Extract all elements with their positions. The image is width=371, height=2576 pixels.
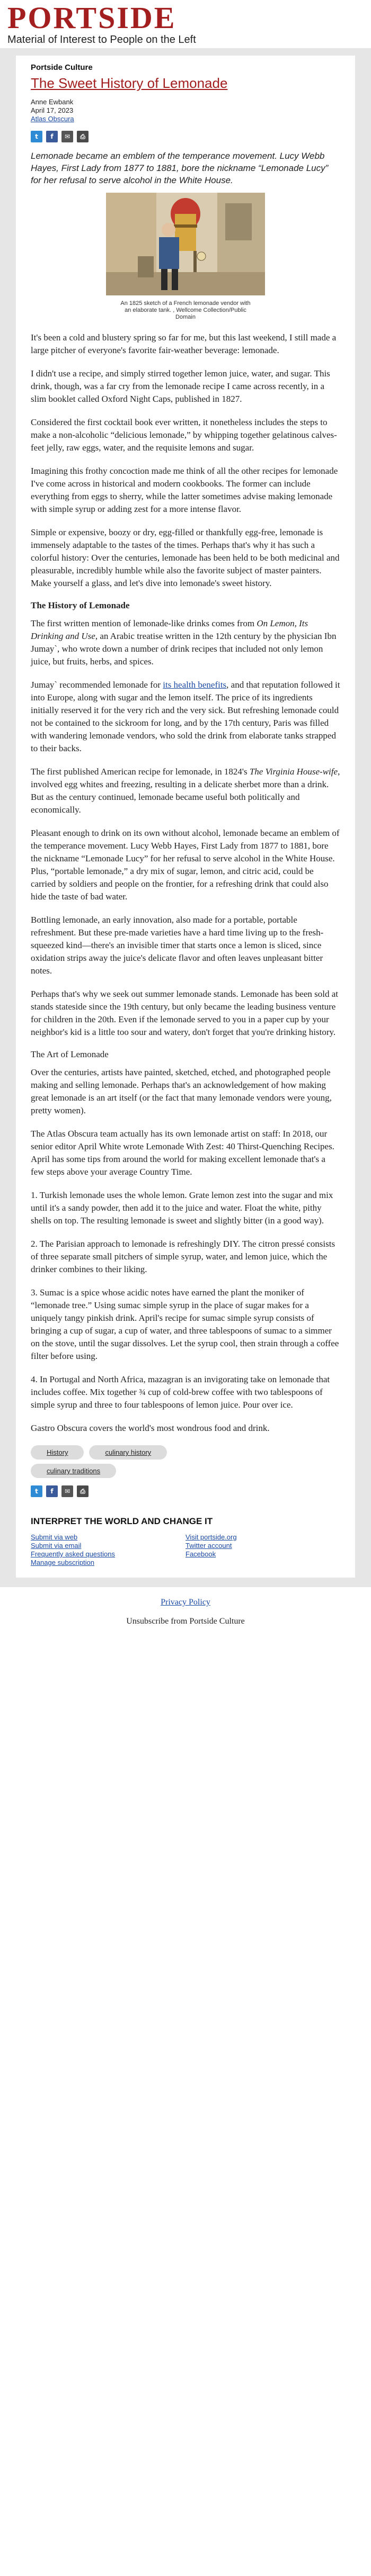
visit-portside-link[interactable]: Visit portside.org bbox=[186, 1533, 237, 1541]
tag-list bbox=[31, 1445, 243, 1478]
footer-links bbox=[31, 1533, 340, 1567]
facebook-share-icon[interactable]: f bbox=[46, 131, 58, 142]
article-title[interactable]: The Sweet History of Lemonade bbox=[31, 75, 228, 91]
email-body bbox=[0, 48, 371, 1587]
twitter-account-link[interactable]: Twitter account bbox=[186, 1542, 232, 1550]
page-footer bbox=[0, 1587, 371, 1636]
paragraph: 2. The Parisian approach to lemonade is refreshingly DIY. The citron pressé consists of three separate small pitchers of simple syrup, water, and lemon juice, which the drinker combines to their liking. bbox=[31, 1239, 335, 1274]
byline bbox=[31, 98, 340, 123]
privacy-policy-link[interactable]: Privacy Policy bbox=[161, 1598, 210, 1607]
site-logo[interactable]: PORTSIDE bbox=[7, 1, 176, 35]
paragraph: The first published American recipe for lemonade, in 1824's The Virginia House-wife, involved egg whites and freezing, resulting in a delicate sherbet more than a drink. But as the century continued, lemonade became useful both politically and economically. bbox=[31, 767, 340, 815]
tag-culinary-traditions[interactable]: culinary traditions bbox=[31, 1464, 116, 1478]
manage-subscription-link[interactable]: Manage subscription bbox=[31, 1559, 94, 1566]
paragraph: 1. Turkish lemonade uses the whole lemon. Grate lemon zest into the sugar and mix until it's a sandy powder, then add it to the juice and water. Float the white, pithy shells on top. The resulting lemonade is sweet and slightly bitter (in a good way). bbox=[31, 1190, 333, 1226]
paragraph: I didn't use a recipe, and simply stirred together lemon juice, water, and sugar. This drink, though, was a far cry from the lemonade recipe I came across recently, in a slim booklet called Oxford Night Caps, published in 1827. bbox=[31, 368, 330, 404]
facebook-link[interactable]: Facebook bbox=[186, 1550, 216, 1558]
email-share-icon[interactable]: ✉ bbox=[61, 131, 73, 142]
paragraph: Gastro Obscura covers the world's most wondrous food and drink. bbox=[31, 1423, 270, 1433]
article-card bbox=[16, 56, 355, 1578]
twitter-share-icon[interactable]: t bbox=[31, 1485, 42, 1497]
paragraph: The first written mention of lemonade-like drinks comes from On Lemon, Its Drinking and Use, an Arabic treatise written in the 12th century by the physician Ibn Jumay`, who wrote down a number of drink recipes that included not only lemon juice, but fruits, herbs, and spices. bbox=[31, 618, 337, 666]
paragraph: 4. In Portugal and North Africa, mazagran is an invigorating take on lemonade that includes coffee. Mix together ¾ cup of cold-brew coffee with two tablespoons of simple syrup and three to four tablespoons of lemon juice. Pour over ice. bbox=[31, 1374, 330, 1410]
masthead bbox=[0, 0, 371, 48]
submit-web-link[interactable]: Submit via web bbox=[31, 1533, 78, 1541]
print-icon[interactable]: ⎙ bbox=[77, 1485, 89, 1497]
paragraph: Imagining this frothy concoction made me think of all the other recipes for lemonade I've come across in historical and modern cookbooks. The former can include everything from eggs to sherry, while the latter sometimes advise making lemonade with simple syrup or adding zest for a more intense flavor. bbox=[31, 466, 338, 514]
paragraph: Considered the first cocktail book ever written, it nonetheless includes the steps to make a non-alcoholic “delicious lemonade,” by whipping together gelatinous calves-feet jelly, raw eggs, water, and the requisite lemons and sugar. bbox=[31, 417, 337, 453]
tag-culinary-history[interactable]: culinary history bbox=[89, 1445, 167, 1460]
site-tagline: Material of Interest to People on the Left bbox=[7, 34, 196, 46]
image-caption: An 1825 sketch of a French lemonade vendor with an elaborate tank. , Wellcome Collection/Public Domain bbox=[120, 300, 251, 320]
submit-email-link[interactable]: Submit via email bbox=[31, 1542, 82, 1550]
paragraph: Simple or expensive, boozy or dry, egg-filled or thankfully egg-free, lemonade is immensely adaptable to the tastes of the times. Perhaps that's why it has such a colorful history: Over the centuries, lemonade has been held to be both medicinal and pleasurable, incredibly humble while also the favorite subject of master painters. Make yourself a glass, and let's dive into lemonade's sweet history. bbox=[31, 527, 340, 588]
share-bar-bottom bbox=[31, 1485, 340, 1497]
share-bar bbox=[31, 131, 340, 142]
email-share-icon[interactable]: ✉ bbox=[61, 1485, 73, 1497]
article-body bbox=[31, 331, 340, 1435]
article-figure bbox=[31, 193, 340, 321]
footer-heading: INTERPRET THE WORLD AND CHANGE IT bbox=[31, 1516, 213, 1526]
paragraph: Perhaps that's why we seek out summer lemonade stands. Lemonade has been sold at stands stateside since the 19th century, but only became the leading business venture for children in the 20th. Even if the lemonade served to you in a paper cup by your neighbor's kid is a little too sour and watery, don't forget that you're drinking history. bbox=[31, 989, 338, 1037]
print-icon[interactable]: ⎙ bbox=[77, 131, 89, 142]
paragraph: Bottling lemonade, an early innovation, also made for a portable, portable refreshment. But these pre-made varieties have a hard time living up to the fresh-squeezed kind—there's an invisible timer that starts once a lemon is sliced, since oxidation strips away the juice's delicate flavor and often leaves unpleasant bitter notes. bbox=[31, 915, 324, 976]
paragraph: Over the centuries, artists have painted, sketched, etched, and photographed people making and selling lemonade. Perhaps that's an acknowledgement of how making great lemonade is an art itself (or the fact that many lemonade vendors were young, pretty women). bbox=[31, 1067, 332, 1115]
heading-art: The Art of Lemonade bbox=[31, 1049, 109, 1059]
paragraph: The Atlas Obscura team actually has its own lemonade artist on staff: In 2018, our senior editor April White wrote Lemonade With Zest: 40 Thirst-Quenching Recipes. April has some tips from around the world for making excellent lemonade that's a few steps above your average Country Time. bbox=[31, 1129, 334, 1177]
paragraph: 3. Sumac is a spice whose acidic notes have earned the plant the moniker of “lemonade tree.” Using sumac simple syrup in the place of sugar makes for a uniquely tangy pinkish drink. April's recipe for sumac simple syrup consists of bringing a cup of sugar, a cup of water, and three tablespoons of sumac to a simmer on the stove, until the sugar dissolves. Let the syrup cool, then strain through a coffee filter before using. bbox=[31, 1287, 339, 1361]
paragraph: Jumay` recommended lemonade for its health benefits, and that reputation followed it into Europe, along with sugar and the lemon itself. The price of its ingredients initially reserved it for the very rich and the very sick. But refreshing lemonade could not be contained to the sickroom for long, and by the 17th century, Paris was filled with wandering lemonade vendors, who sold the drink from elaborate tanks strapped to their backs. bbox=[31, 680, 340, 753]
unsubscribe-text[interactable]: Unsubscribe from Portside Culture bbox=[126, 1617, 245, 1626]
twitter-share-icon[interactable]: t bbox=[31, 131, 42, 142]
health-benefits-link[interactable]: its health benefits bbox=[163, 680, 227, 690]
faq-link[interactable]: Frequently asked questions bbox=[31, 1550, 115, 1558]
publish-date: April 17, 2023 bbox=[31, 106, 74, 114]
author: Anne Ewbank bbox=[31, 98, 74, 106]
source-link[interactable]: Atlas Obscura bbox=[31, 115, 74, 123]
tag-history[interactable]: History bbox=[31, 1445, 84, 1460]
facebook-share-icon[interactable]: f bbox=[46, 1485, 58, 1497]
paragraph: Pleasant enough to drink on its own without alcohol, lemonade became an emblem of the temperance movement. Lucy Webb Hayes, First Lady from 1877 to 1881, bore the nickname “Lemonade Lucy” for her refusal to serve alcohol in the White House. Plus, “portable lemonade,” a dry mix of sugar, lemon, and citric acid, could be carried by soldiers and people on the frontier, for a refreshing drink that could also hide the taste of bad water. bbox=[31, 828, 340, 902]
article-deck: Lemonade became an emblem of the temperance movement. Lucy Webb Hayes, First Lady from 1877 to 1881, bore the nickname “Lemonade Lucy” for her refusal to serve alcohol in the White House. bbox=[31, 151, 329, 185]
lemonade-vendor-illustration bbox=[106, 193, 265, 295]
section-label: Portside Culture bbox=[31, 63, 93, 72]
heading-history: The History of Lemonade bbox=[31, 600, 130, 610]
paragraph: It's been a cold and blustery spring so far for me, but this last weekend, I still made a large pitcher of everyone's favorite fair-weather beverage: lemonade. bbox=[31, 332, 337, 355]
